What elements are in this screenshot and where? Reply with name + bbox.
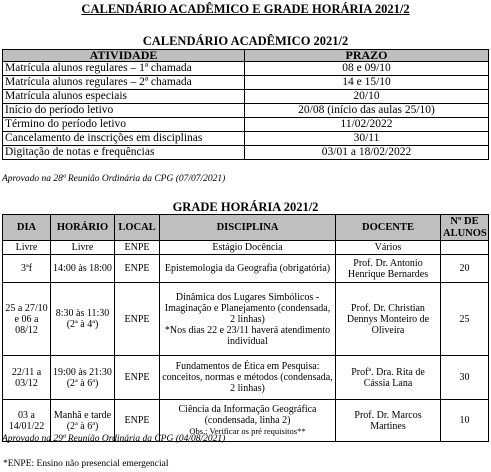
calendar-table xyxy=(2,49,489,160)
calendar-header-prazo: PRAZO xyxy=(245,50,489,62)
calendar-atividade-cell: Cancelamento de inscrições em disciplinas xyxy=(3,132,245,146)
schedule-dia-cell: 25 a 27/10 e 06 a 08/12 xyxy=(3,283,51,356)
schedule-header-docente: DOCENTE xyxy=(336,215,441,241)
calendar-atividade-cell: Início do período letivo xyxy=(3,104,245,118)
document-title: CALENDÁRIO ACADÊMICO E GRADE HORÁRIA 2021/2 xyxy=(81,2,410,16)
schedule-docente-cell: Vários xyxy=(336,241,441,255)
table-row xyxy=(3,356,489,400)
schedule-alunos-cell: 10 xyxy=(441,400,489,442)
calendar-atividade-cell: Matrícula alunos regulares – 2ª chamada xyxy=(3,76,245,90)
schedule-dia-cell: Livre xyxy=(3,241,51,255)
schedule-dia-cell: 22/11 a 03/12 xyxy=(3,356,51,400)
schedule-docente-cell: Prof. Dr. Antonio Henrique Bernardes xyxy=(336,255,441,283)
table-row xyxy=(3,62,489,76)
schedule-docente-cell: Prof. Dr. Marcos Martines xyxy=(336,400,441,442)
calendar-prazo-cell: 11/02/2022 xyxy=(245,118,489,132)
schedule-disciplina-cell: Estágio Docência xyxy=(160,241,336,255)
schedule-horario-cell: 19:00 às 21:30 (2ª à 6ª) xyxy=(51,356,115,400)
calendar-atividade-cell: Digitação de notas e frequências xyxy=(3,146,245,160)
schedule-header-disciplina: DISCIPLINA xyxy=(160,215,336,241)
table-row xyxy=(3,76,489,90)
table-row xyxy=(3,132,489,146)
calendar-prazo-cell: 20/08 (início das aulas 25/10) xyxy=(245,104,489,118)
schedule-header-local: LOCAL xyxy=(115,215,160,241)
schedule-alunos-cell xyxy=(441,241,489,255)
calendar-approval-note: Aprovado na 28ª Reunião Ordinária da CPG (07/07/2021) xyxy=(2,174,226,184)
calendar-prazo-cell: 30/11 xyxy=(245,132,489,146)
schedule-horario-cell: 14:00 às 18:00 xyxy=(51,255,115,283)
table-row xyxy=(3,146,489,160)
disciplina-note: *Nos dias 22 e 23/11 haverá atendimento individual xyxy=(164,324,331,347)
schedule-header-horario: HORÁRIO xyxy=(51,215,115,241)
table-row xyxy=(3,283,489,356)
schedule-horario-cell: Manhã e tarde (2ª à 6ª) xyxy=(51,400,115,442)
schedule-horario-cell: 8:30 às 11:30 (2ª à 4ª) xyxy=(51,283,115,356)
calendar-title: CALENDÁRIO ACADÊMICO 2021/2 xyxy=(142,34,349,48)
calendar-prazo-cell: 03/01 a 18/02/2022 xyxy=(245,146,489,160)
schedule-local-cell: ENPE xyxy=(115,283,160,356)
schedule-local-cell: ENPE xyxy=(115,356,160,400)
disciplina-text: Dinâmica dos Lugares Simbólicos - Imaginação e Planejamento (condensada, 2 linhas) xyxy=(164,291,331,325)
schedule-alunos-cell: 25 xyxy=(441,283,489,356)
schedule-docente-cell: Profª. Dra. Rita de Cássia Lana xyxy=(336,356,441,400)
calendar-header-atividade: ATIVIDADE xyxy=(3,50,245,62)
calendar-atividade-cell: Matrícula alunos regulares – 1ª chamada xyxy=(3,62,245,76)
table-row xyxy=(3,241,489,255)
calendar-prazo-cell: 08 e 09/10 xyxy=(245,62,489,76)
schedule-local-cell: ENPE xyxy=(115,241,160,255)
disciplina-text: Ciência da Informação Geográfica (condensada, linha 2) xyxy=(178,404,317,426)
table-row xyxy=(3,255,489,283)
schedule-table xyxy=(2,214,489,442)
calendar-atividade-cell: Matrícula alunos especiais xyxy=(3,90,245,104)
disciplina-note: Obs.: Verificar os pré requisitos** xyxy=(189,426,306,436)
schedule-header-alunos: Nº DE ALUNOS xyxy=(441,215,489,241)
enpe-footnote: *ENPE: Ensino não presencial emergencial xyxy=(3,459,169,469)
table-row xyxy=(3,118,489,132)
calendar-prazo-cell: 14 e 15/10 xyxy=(245,76,489,90)
schedule-title: GRADE HORÁRIA 2021/2 xyxy=(172,200,319,214)
calendar-header-row xyxy=(3,50,489,62)
schedule-local-cell: ENPE xyxy=(115,400,160,442)
schedule-docente-cell: Prof. Dr. Christian Dennys Monteiro de Oliveira xyxy=(336,283,441,356)
schedule-horario-cell: Livre xyxy=(51,241,115,255)
schedule-alunos-cell: 20 xyxy=(441,255,489,283)
schedule-local-cell: ENPE xyxy=(115,255,160,283)
schedule-disciplina-cell: Fundamentos de Ética em Pesquisa: conceitos, normas e métodos (condensada, 2 linhas) xyxy=(160,356,336,400)
schedule-disciplina-cell: Epistemologia da Geografia (obrigatória) xyxy=(160,255,336,283)
calendar-prazo-cell: 20/10 xyxy=(245,90,489,104)
schedule-header-row xyxy=(3,215,489,241)
table-row xyxy=(3,104,489,118)
schedule-dia-cell: 03 a 14/01/22 xyxy=(3,400,51,442)
schedule-disciplina-cell xyxy=(160,283,336,356)
schedule-dia-cell: 3ªf xyxy=(3,255,51,283)
calendar-atividade-cell: Término do período letivo xyxy=(3,118,245,132)
schedule-header-dia: DIA xyxy=(3,215,51,241)
schedule-approval-note: Aprovado na 29ª Reunião Ordinária da CPG (04/08/2021) xyxy=(2,434,226,444)
table-row xyxy=(3,90,489,104)
schedule-alunos-cell: 30 xyxy=(441,356,489,400)
